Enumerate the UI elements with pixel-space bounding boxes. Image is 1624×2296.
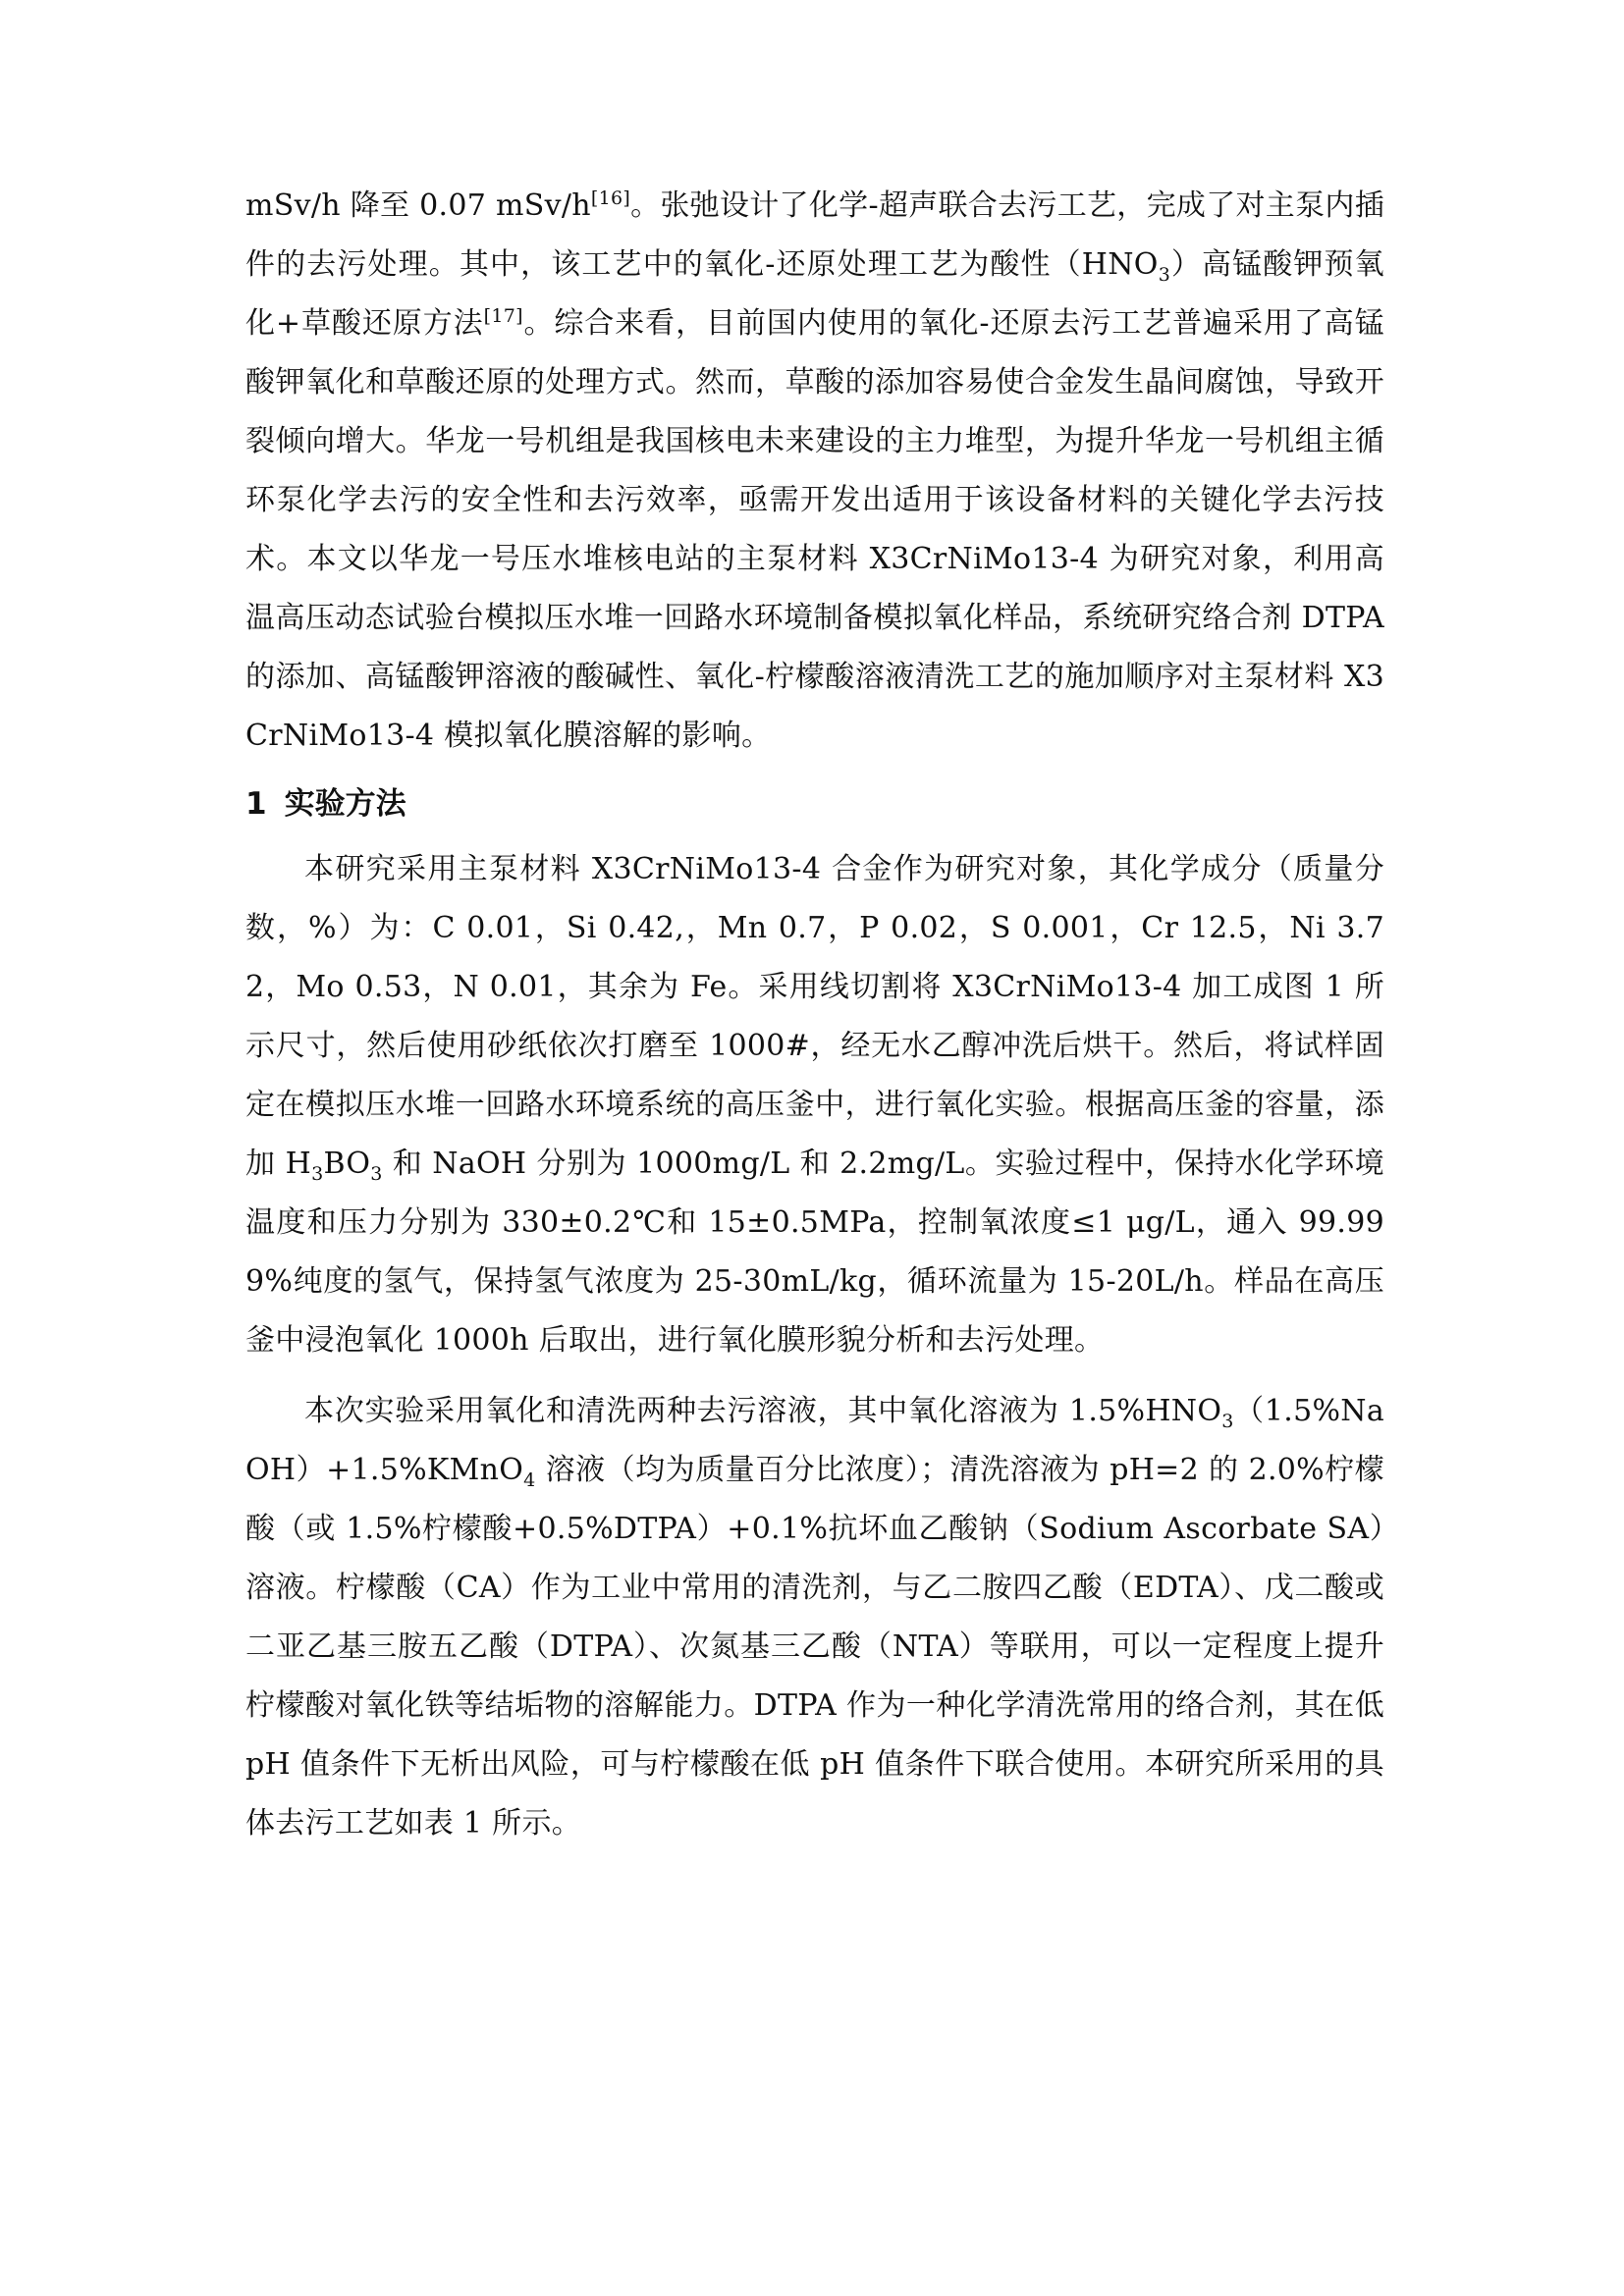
subscript: 4 <box>523 1469 536 1491</box>
text-span: 溶液（均为质量百分比浓度）；清洗溶液为 pH=2 的 2.0%柠檬酸（或 1.5%柠檬酸+0.5%DTPA）+0.1%抗坏血乙酸钠（Sodium Ascorbate SA）溶液。柠檬酸（CA）作为工业中常用的清洗剂，与乙二胺四乙酸（EDTA）、戊二酸或二亚乙基三胺五乙酸（DTPA）、次氮基三乙酸（NTA）等联用，可以一定程度上提升柠檬酸对氧化铁等结垢物的溶解能力。DTPA 作为一种化学清洗常用的络合剂，其在低 pH 值条件下无析出风险，可与柠檬酸在低 pH 值条件下联合使用。本研究所采用的具体去污工艺如表 1 所示。 <box>245 1453 1384 1841</box>
section-heading <box>245 774 1384 834</box>
text-span: 。综合来看，目前国内使用的氧化-还原去污工艺普遍采用了高锰酸钾氧化和草酸还原的处理方式。然而，草酸的添加容易使合金发生晶间腐蚀，导致开裂倾向增大。华龙一号机组是我国核电未来建设的主力堆型，为提升华龙一号机组主循环泵化学去污的安全性和去污效率，亟需开发出适用于该设备材料的关键化学去污技术。本文以华龙一号压水堆核电站的主泵材料 X3CrNiMo13-4 为研究对象，利用高温高压动态试验台模拟压水堆一回路水环境制备模拟氧化样品，系统研究络合剂 DTPA 的添加、高锰酸钾溶液的酸碱性、氧化-柠檬酸溶液清洗工艺的施加顺序对主泵材料 X3CrNiMo13-4 模拟氧化膜溶解的影响。 <box>245 306 1384 753</box>
subscript: 3 <box>311 1163 324 1185</box>
text-span: BO <box>323 1147 371 1181</box>
subscript: 3 <box>1158 264 1171 286</box>
subscript: 3 <box>1221 1411 1234 1432</box>
text-span: （1.5%NaOH）+1.5%KMnO <box>245 1394 1384 1487</box>
document-page <box>245 177 1384 1853</box>
paragraph-materials <box>245 840 1384 1370</box>
text-span: 本研究采用主泵材料 X3CrNiMo13-4 合金作为研究对象，其化学成分（质量分数，%）为：C 0.01，Si 0.42,，Mn 0.7，P 0.02，S 0.001，Cr 12.5，Ni 3.72，Mo 0.53，N 0.01，其余为 Fe。采用线切割将 X3CrNiMo13-4 加工成图 1 所示尺寸，然后使用砂纸依次打磨至 1000#，经无水乙醇冲洗后烘干。然后，将试样固定在模拟压水堆一回路水环境系统的高压釜中，进行氧化实验。根据高压釜的容量，添加 H <box>245 852 1384 1181</box>
citation-17: [17] <box>483 305 523 327</box>
paragraph-spacer <box>245 1370 1384 1382</box>
paragraph-solutions <box>245 1382 1384 1853</box>
paragraph-continued <box>245 177 1384 766</box>
text-span: 。张弛设计了化学-超声联合去污工艺，完成了对主泵内插件的去污处理。其中，该工艺中的氧化-还原处理工艺为酸性（HNO <box>245 188 1384 282</box>
text-span: mSv/h 降至 0.07 mSv/h <box>245 188 591 223</box>
section-number: 1 <box>245 786 267 822</box>
section-title: 实验方法 <box>284 786 406 822</box>
text-span: 本次实验采用氧化和清洗两种去污溶液，其中氧化溶液为 1.5%HNO <box>304 1394 1222 1428</box>
text-span: 和 NaOH 分别为 1000mg/L 和 2.2mg/L。实验过程中，保持水化学环境温度和压力分别为 330±0.2℃和 15±0.5MPa，控制氧浓度≤1 μg/L，通入 99.999%纯度的氢气，保持氢气浓度为 25-30mL/kg，循环流量为 15-20L/h。样品在高压釜中浸泡氧化 1000h 后取出，进行氧化膜形貌分析和去污处理。 <box>245 1147 1384 1358</box>
text-span: ）高锰酸钾预氧化+草酸还原方法 <box>245 247 1384 341</box>
citation-16: [16] <box>590 187 631 209</box>
subscript: 3 <box>370 1163 383 1185</box>
